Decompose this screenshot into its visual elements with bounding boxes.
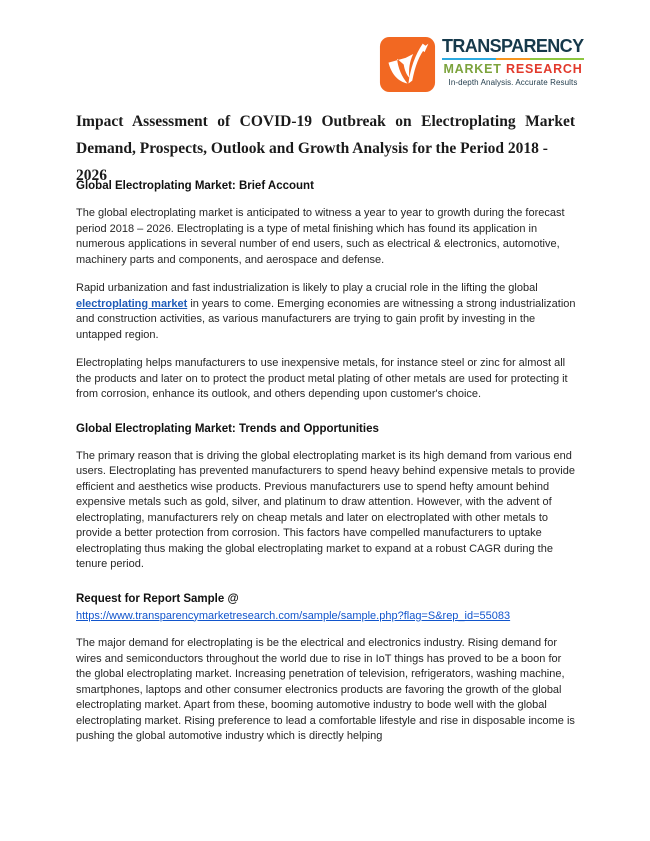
tmr-logo-text xyxy=(442,36,584,88)
brand-name-transparency: TRANSPARENCY xyxy=(442,36,584,56)
document-body xyxy=(76,179,576,758)
paragraph-major-demand: The major demand for electroplating is be the electrical and electronics industry. Rising demand for wires and semiconductors throughout the world due to rise in IoT things has proved to be a boon for the global electroplating market. Increasing penetration of television, refrigerators, washing machine, smartphones, laptops and other consumer electronics products are favoring the growth of the global electroplating market. Apart from these, booming automotive industry to bode well with the global electroplating market. Rising preference to lead a comfortable lifestyle and rise in disposable income is pushing the global automotive industry which is directly helping xyxy=(76,637,575,742)
paragraph-urbanization-text-after: in years to come. Emerging economies are witnessing a strong industrialization and construction activities, as various manufacturers are trying to gain profit by investing in the untapped region. xyxy=(76,297,576,341)
brand-name-market-research xyxy=(442,62,584,77)
paragraph-urbanization-text-before: Rapid urbanization and fast industrialization is likely to play a crucial role in the lifting the global xyxy=(76,282,538,294)
tmr-logo xyxy=(379,36,584,93)
page-title xyxy=(76,108,575,189)
paragraph-market-overview: The global electroplating market is anticipated to witness a year to year to growth during the forecast period 2018 – 2026. Electroplating is a type of metal finishing which has found its application in numerous applications in several number of end users, such as electrical & electronics, automotive, machinery parts and components, and aerospace and defense. xyxy=(76,207,565,266)
electroplating-market-link[interactable]: electroplating market xyxy=(76,297,188,310)
tmr-checkmark-icon xyxy=(379,36,436,93)
paragraph-inexpensive-metals: Electroplating helps manufacturers to use inexpensive metals, for instance steel or zinc for almost all the products and later on to protect the product metal plating of other metals are used for protecting it from corrosion, enhance its outlook, and others depending upon customer's choice. xyxy=(76,357,568,400)
paragraph-primary-reason: The primary reason that is driving the global electroplating market is its high demand from various end users. Electroplating has prevented manufacturers to spend heavy behind expensive metals to provide efficient and aesthetics wise products. Previous manufacturers use to spend hefty amount behind expensive metals such as gold, silver, and platinum to draw attention. However, with the advent of electroplating, manufacturers rely on cheap metals and later on electroplated with other metals to provide a better protection from corrosion. This factors have compelled manufacturers to uptake electroplating thus making the global electroplating market to expand at a robust CAGR during the tenure period. xyxy=(76,449,575,570)
paragraph-urbanization xyxy=(76,281,576,343)
heading-trends-opportunities: Global Electroplating Market: Trends and Opportunities xyxy=(76,422,379,435)
brand-gradient-bar xyxy=(442,58,584,60)
brand-word-market: MARKET xyxy=(443,62,502,76)
heading-request-sample: Request for Report Sample @ xyxy=(76,592,239,605)
page-title-line2: Demand, Prospects, Outlook and Growth Analysis for the Period 2018 - 2026 xyxy=(76,140,548,184)
heading-brief-account: Global Electroplating Market: Brief Account xyxy=(76,180,314,192)
brand-word-research: RESEARCH xyxy=(506,62,583,76)
brand-tagline: In-depth Analysis. Accurate Results xyxy=(448,78,578,87)
page-title-line1: Impact Assessment of COVID-19 Outbreak on Electroplating Market xyxy=(76,113,575,130)
report-sample-url-link[interactable]: https://www.transparencymarketresearch.com/sample/sample.php?flag=S&rep_id=55083 xyxy=(76,609,511,622)
